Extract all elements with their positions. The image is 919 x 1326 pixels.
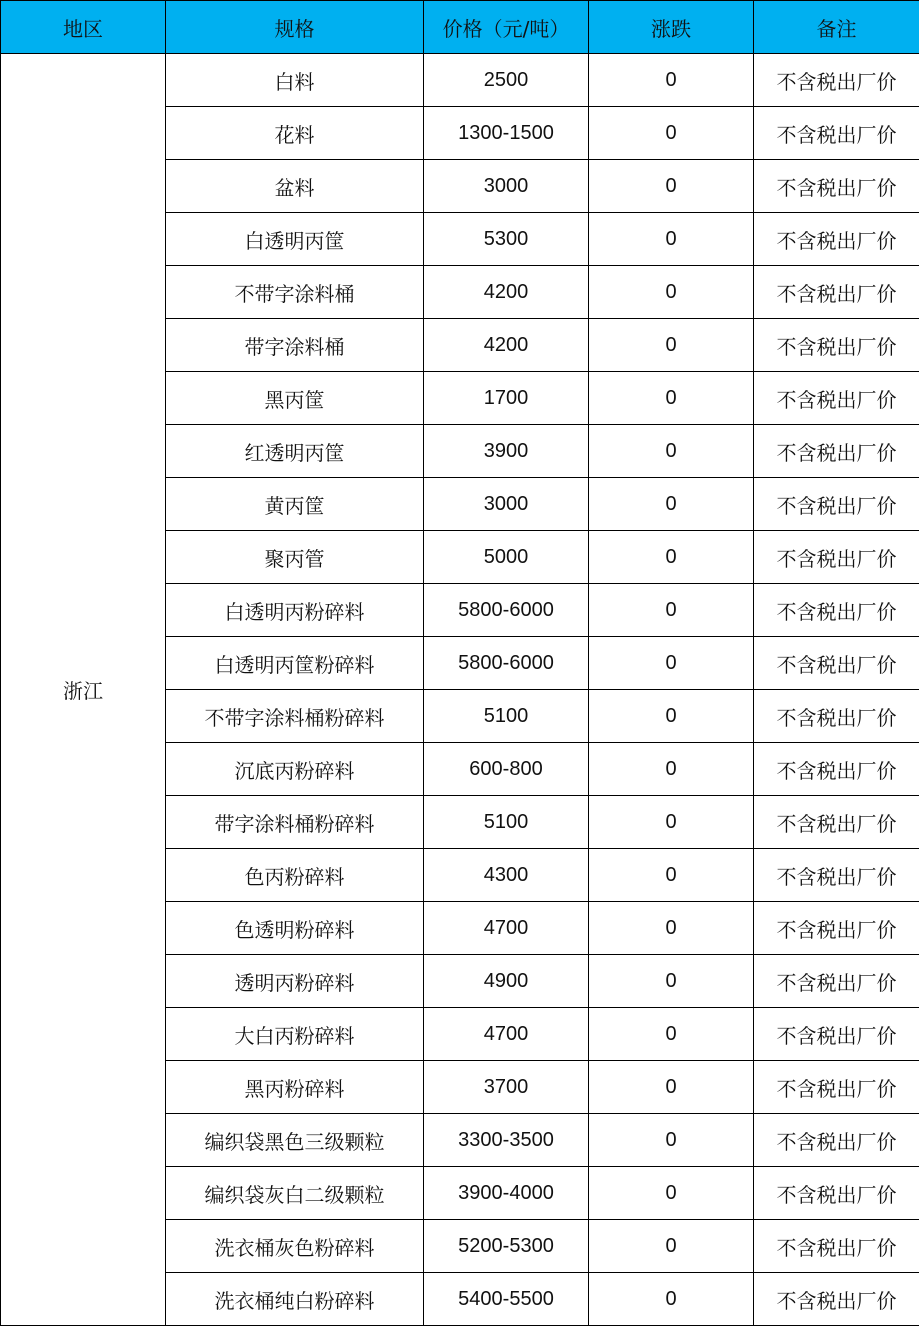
note-cell: 不含税出厂价	[754, 1273, 919, 1326]
note-cell: 不含税出厂价	[754, 266, 919, 319]
spec-cell: 红透明丙筐	[166, 425, 424, 478]
header-change: 涨跌	[589, 1, 754, 54]
note-cell: 不含税出厂价	[754, 531, 919, 584]
price-cell: 4700	[424, 1008, 589, 1061]
change-cell: 0	[589, 1220, 754, 1273]
spec-cell: 白透明丙筐	[166, 213, 424, 266]
change-cell: 0	[589, 743, 754, 796]
spec-cell: 不带字涂料桶	[166, 266, 424, 319]
change-cell: 0	[589, 690, 754, 743]
spec-cell: 黑丙粉碎料	[166, 1061, 424, 1114]
spec-cell: 花料	[166, 107, 424, 160]
change-cell: 0	[589, 637, 754, 690]
spec-cell: 不带字涂料桶粉碎料	[166, 690, 424, 743]
spec-cell: 大白丙粉碎料	[166, 1008, 424, 1061]
note-cell: 不含税出厂价	[754, 690, 919, 743]
price-cell: 2500	[424, 54, 589, 107]
price-cell: 1300-1500	[424, 107, 589, 160]
table-row	[1, 54, 919, 107]
note-cell: 不含税出厂价	[754, 372, 919, 425]
spec-cell: 编织袋灰白二级颗粒	[166, 1167, 424, 1220]
price-cell: 5100	[424, 690, 589, 743]
spec-cell: 编织袋黑色三级颗粒	[166, 1114, 424, 1167]
price-cell: 3900	[424, 425, 589, 478]
change-cell: 0	[589, 1167, 754, 1220]
header-note: 备注	[754, 1, 919, 54]
change-cell: 0	[589, 213, 754, 266]
change-cell: 0	[589, 584, 754, 637]
change-cell: 0	[589, 1061, 754, 1114]
change-cell: 0	[589, 425, 754, 478]
change-cell: 0	[589, 1273, 754, 1326]
price-cell: 5000	[424, 531, 589, 584]
note-cell: 不含税出厂价	[754, 1061, 919, 1114]
header-spec: 规格	[166, 1, 424, 54]
note-cell: 不含税出厂价	[754, 160, 919, 213]
note-cell: 不含税出厂价	[754, 796, 919, 849]
change-cell: 0	[589, 319, 754, 372]
change-cell: 0	[589, 372, 754, 425]
change-cell: 0	[589, 160, 754, 213]
spec-cell: 带字涂料桶粉碎料	[166, 796, 424, 849]
price-cell: 5100	[424, 796, 589, 849]
price-cell: 3000	[424, 160, 589, 213]
price-cell: 4700	[424, 902, 589, 955]
note-cell: 不含税出厂价	[754, 584, 919, 637]
note-cell: 不含税出厂价	[754, 319, 919, 372]
spec-cell: 沉底丙粉碎料	[166, 743, 424, 796]
change-cell: 0	[589, 266, 754, 319]
region-cell: 浙江	[1, 54, 166, 1326]
change-cell: 0	[589, 54, 754, 107]
table-body	[1, 54, 919, 1326]
header-row	[1, 1, 919, 54]
price-cell: 4900	[424, 955, 589, 1008]
note-cell: 不含税出厂价	[754, 1114, 919, 1167]
note-cell: 不含税出厂价	[754, 902, 919, 955]
price-cell: 600-800	[424, 743, 589, 796]
change-cell: 0	[589, 1114, 754, 1167]
note-cell: 不含税出厂价	[754, 743, 919, 796]
note-cell: 不含税出厂价	[754, 1220, 919, 1273]
spec-cell: 白透明丙筐粉碎料	[166, 637, 424, 690]
change-cell: 0	[589, 478, 754, 531]
spec-cell: 黄丙筐	[166, 478, 424, 531]
price-cell: 1700	[424, 372, 589, 425]
note-cell: 不含税出厂价	[754, 955, 919, 1008]
note-cell: 不含税出厂价	[754, 54, 919, 107]
spec-cell: 带字涂料桶	[166, 319, 424, 372]
price-cell: 5400-5500	[424, 1273, 589, 1326]
price-cell: 3700	[424, 1061, 589, 1114]
note-cell: 不含税出厂价	[754, 637, 919, 690]
change-cell: 0	[589, 849, 754, 902]
spec-cell: 白透明丙粉碎料	[166, 584, 424, 637]
price-cell: 4300	[424, 849, 589, 902]
spec-cell: 聚丙管	[166, 531, 424, 584]
spec-cell: 洗衣桶纯白粉碎料	[166, 1273, 424, 1326]
spec-cell: 色丙粉碎料	[166, 849, 424, 902]
price-cell: 5800-6000	[424, 637, 589, 690]
change-cell: 0	[589, 531, 754, 584]
price-cell: 3000	[424, 478, 589, 531]
spec-cell: 透明丙粉碎料	[166, 955, 424, 1008]
note-cell: 不含税出厂价	[754, 425, 919, 478]
note-cell: 不含税出厂价	[754, 1008, 919, 1061]
change-cell: 0	[589, 902, 754, 955]
note-cell: 不含税出厂价	[754, 849, 919, 902]
price-cell: 5800-6000	[424, 584, 589, 637]
note-cell: 不含税出厂价	[754, 478, 919, 531]
header-price: 价格（元/吨）	[424, 1, 589, 54]
spec-cell: 色透明粉碎料	[166, 902, 424, 955]
spec-cell: 白料	[166, 54, 424, 107]
price-cell: 4200	[424, 266, 589, 319]
price-cell: 4200	[424, 319, 589, 372]
change-cell: 0	[589, 107, 754, 160]
note-cell: 不含税出厂价	[754, 107, 919, 160]
spec-cell: 洗衣桶灰色粉碎料	[166, 1220, 424, 1273]
change-cell: 0	[589, 955, 754, 1008]
change-cell: 0	[589, 796, 754, 849]
header-region: 地区	[1, 1, 166, 54]
table-header	[1, 1, 919, 54]
note-cell: 不含税出厂价	[754, 213, 919, 266]
note-cell: 不含税出厂价	[754, 1167, 919, 1220]
price-cell: 5300	[424, 213, 589, 266]
spec-cell: 盆料	[166, 160, 424, 213]
price-cell: 3900-4000	[424, 1167, 589, 1220]
change-cell: 0	[589, 1008, 754, 1061]
spec-cell: 黑丙筐	[166, 372, 424, 425]
price-cell: 3300-3500	[424, 1114, 589, 1167]
price-cell: 5200-5300	[424, 1220, 589, 1273]
